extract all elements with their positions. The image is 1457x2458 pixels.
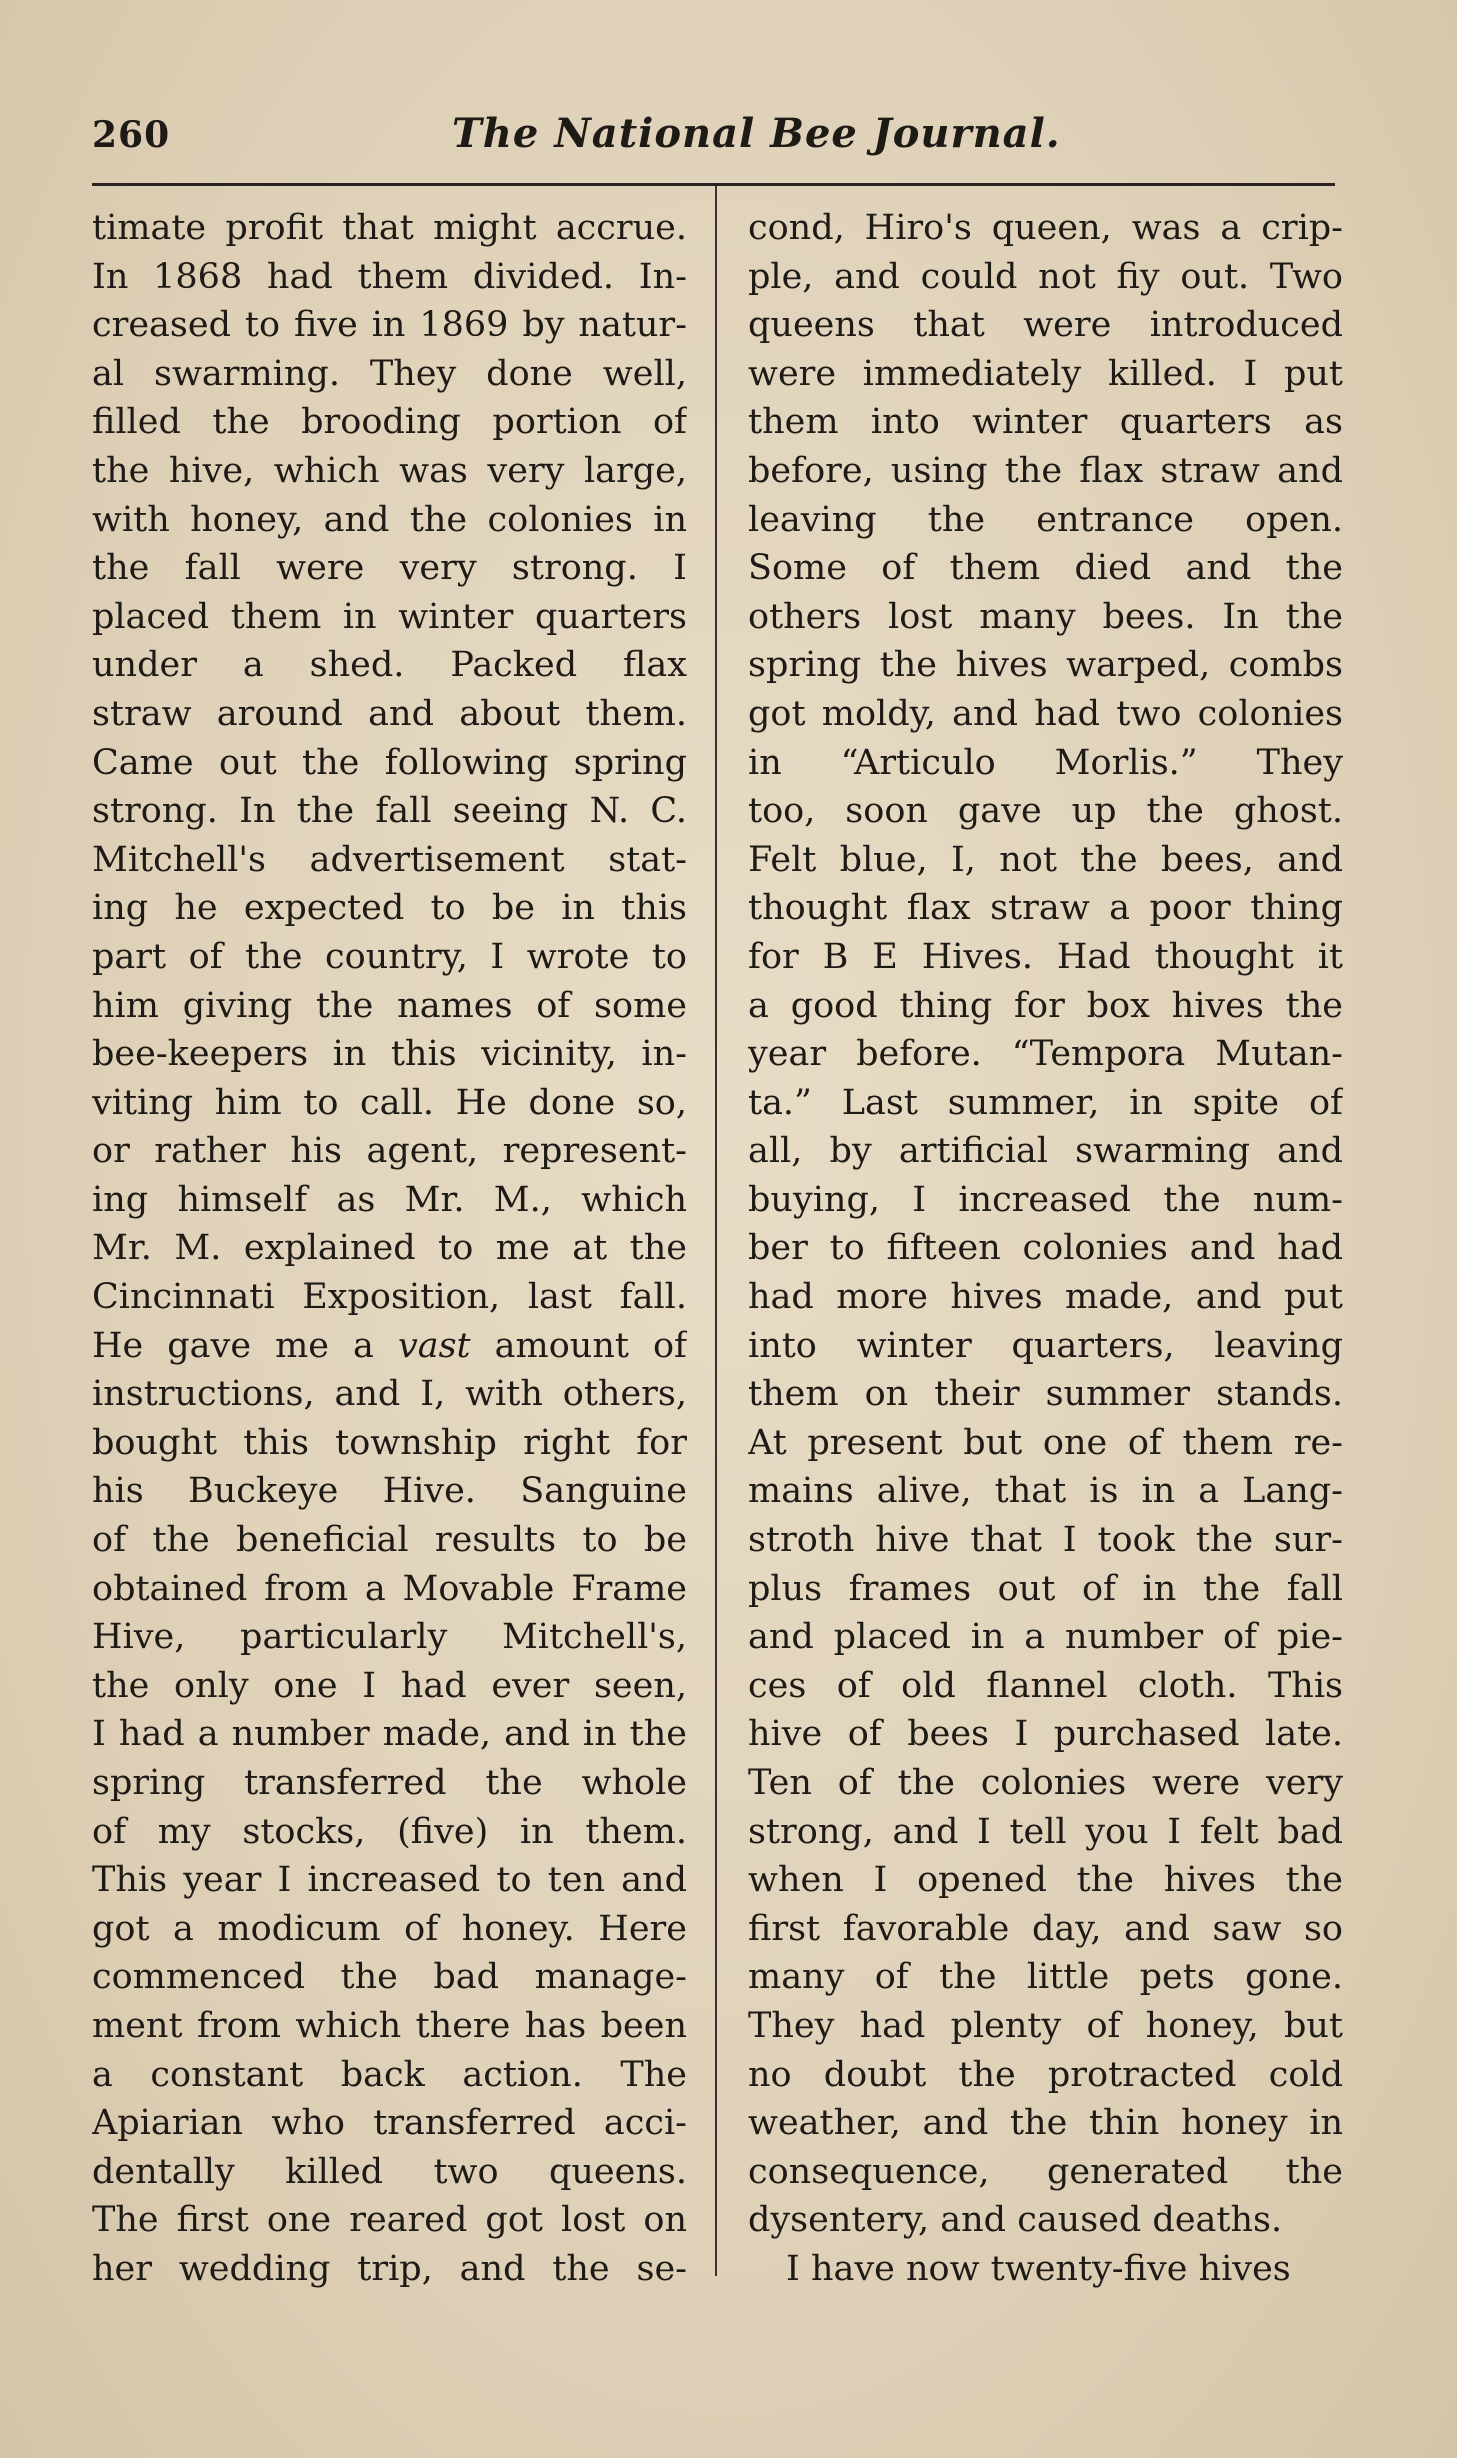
text-line: too, soon gave up the ghost. <box>748 791 1343 832</box>
text-line: her wedding trip, and the se- <box>92 2248 687 2289</box>
text-line: buying, I increased the num- <box>748 1179 1343 1220</box>
text-line: leaving the entrance open. <box>748 499 1343 540</box>
text-line: with honey, and the colonies in <box>92 499 687 540</box>
text-line: ment from which there has been <box>92 2005 687 2046</box>
text-line: Some of them died and the <box>748 548 1343 589</box>
text-line: in “Articulo Morlis.” They <box>748 742 1343 783</box>
text-line: cond, Hiro's queen, was a crip- <box>748 208 1343 248</box>
text-line: before, using the flax straw and <box>748 450 1343 491</box>
text-line: Ten of the colonies were very <box>748 1763 1343 1803</box>
text-line: This year I increased to ten and <box>92 1860 687 1901</box>
text-line: filled the brooding portion of <box>92 402 687 443</box>
text-line: him giving the names of some <box>92 985 687 1026</box>
text-line: weather, and the thin honey in <box>748 2103 1343 2144</box>
left-column <box>92 204 687 2294</box>
text-line: a constant back action. The <box>92 2054 687 2095</box>
text-line: others lost many bees. In the <box>748 596 1343 637</box>
text-line: strong, and I tell you I felt bad <box>748 1811 1343 1852</box>
text-line: part of the country, I wrote to <box>92 936 687 977</box>
text-line: them into winter quarters as <box>748 402 1343 443</box>
text-line: of the beneficial results to be <box>92 1520 687 1561</box>
text-line: They had plenty of honey, but <box>748 2005 1343 2046</box>
text-line: instructions, and I, with others, <box>92 1374 687 1415</box>
text-line: ta.” Last summer, in spite of <box>748 1082 1343 1123</box>
page-header <box>92 108 1342 168</box>
text-line: all, by artificial swarming and <box>748 1131 1343 1172</box>
text-line: the hive, which was very large, <box>92 450 687 491</box>
text-line: plus frames out of in the fall <box>748 1568 1343 1609</box>
text-line: queens that were introduced <box>748 305 1343 346</box>
text-line: Apiarian who transferred acci- <box>92 2103 687 2144</box>
text-line: and placed in a number of pie- <box>748 1617 1343 1658</box>
text-line: under a shed. Packed flax <box>92 645 687 686</box>
text-line: his Buckeye Hive. Sanguine <box>92 1471 687 1512</box>
text-line: He gave me a vast amount of <box>92 1325 687 1366</box>
text-line: the only one I had ever seen, <box>92 1665 687 1706</box>
text-line: spring the hives warped, combs <box>748 645 1343 686</box>
text-line: Hive, particularly Mitchell's, <box>92 1617 687 1658</box>
text-line: spring transferred the whole <box>92 1763 687 1803</box>
text-line: or rather his agent, represent- <box>92 1131 687 1172</box>
text-line: many of the little pets gone. <box>748 1957 1343 1998</box>
column-divider <box>715 186 717 2276</box>
text-line: into winter quarters, leaving <box>748 1325 1343 1366</box>
text-line: creased to five in 1869 by natur- <box>92 305 687 346</box>
text-line: consequence, generated the <box>748 2151 1343 2192</box>
text-line: straw around and about them. <box>92 693 687 734</box>
text-line: were immediately killed. I put <box>748 353 1343 394</box>
text-line: Came out the following spring <box>92 742 687 783</box>
text-line: ing he expected to be in this <box>92 888 687 929</box>
text-line: bought this township right for <box>92 1422 687 1463</box>
text-line: viting him to call. He done so, <box>92 1082 687 1123</box>
text-line: the fall were very strong. I <box>92 548 687 589</box>
text-line: At present but one of them re- <box>748 1422 1343 1463</box>
text-line: first favorable day, and saw so <box>748 1908 1343 1949</box>
running-title: The National Bee Journal. <box>452 110 1061 157</box>
text-line: hive of bees I purchased late. <box>748 1714 1343 1755</box>
text-line: ple, and could not fiy out. Two <box>748 256 1343 297</box>
text-line: strong. In the fall seeing N. C. <box>92 791 687 832</box>
text-line: no doubt the protracted cold <box>748 2054 1343 2095</box>
text-line: Mr. M. explained to me at the <box>92 1228 687 1269</box>
header-rule <box>92 183 1335 186</box>
text-line: al swarming. They done well, <box>92 353 687 394</box>
text-line: ber to fifteen colonies and had <box>748 1228 1343 1269</box>
text-line: placed them in winter quarters <box>92 596 687 637</box>
text-line: obtained from a Movable Frame <box>92 1568 687 1609</box>
text-line: them on their summer stands. <box>748 1374 1343 1415</box>
right-column <box>748 204 1343 2294</box>
text-line: I had a number made, and in the <box>92 1714 687 1755</box>
text-line: mains alive, that is in a Lang- <box>748 1471 1343 1512</box>
text-line: stroth hive that I took the sur- <box>748 1520 1343 1561</box>
text-line: Mitchell's advertisement stat- <box>92 839 687 880</box>
text-line: In 1868 had them divided. In- <box>92 256 687 297</box>
text-line: when I opened the hives the <box>748 1860 1343 1901</box>
text-line: had more hives made, and put <box>748 1277 1343 1318</box>
text-line: year before. “Tempora Mutan- <box>748 1034 1343 1075</box>
text-line: dentally killed two queens. <box>92 2151 687 2192</box>
text-line: for B E Hives. Had thought it <box>748 936 1343 977</box>
text-line: a good thing for box hives the <box>748 985 1343 1026</box>
text-line: of my stocks, (five) in them. <box>92 1811 687 1852</box>
text-line: thought flax straw a poor thing <box>748 888 1343 929</box>
text-line: timate profit that might accrue. <box>92 208 687 248</box>
text-line: Cincinnati Exposition, last fall. <box>92 1277 687 1318</box>
text-line: dysentery, and caused deaths. <box>748 2200 1283 2241</box>
text-line: got a modicum of honey. Here <box>92 1908 687 1949</box>
text-line: The first one reared got lost on <box>92 2200 687 2241</box>
page-number: 260 <box>92 114 171 156</box>
text-line: Felt blue, I, not the bees, and <box>748 839 1343 880</box>
text-line: I have now twenty-five hives <box>786 2248 1291 2289</box>
text-line: ces of old flannel cloth. This <box>748 1665 1343 1706</box>
text-line: commenced the bad manage- <box>92 1957 687 1998</box>
text-line: got moldy, and had two colonies <box>748 693 1343 734</box>
text-line: bee-keepers in this vicinity, in- <box>92 1034 687 1075</box>
text-line: ing himself as Mr. M., which <box>92 1179 687 1220</box>
